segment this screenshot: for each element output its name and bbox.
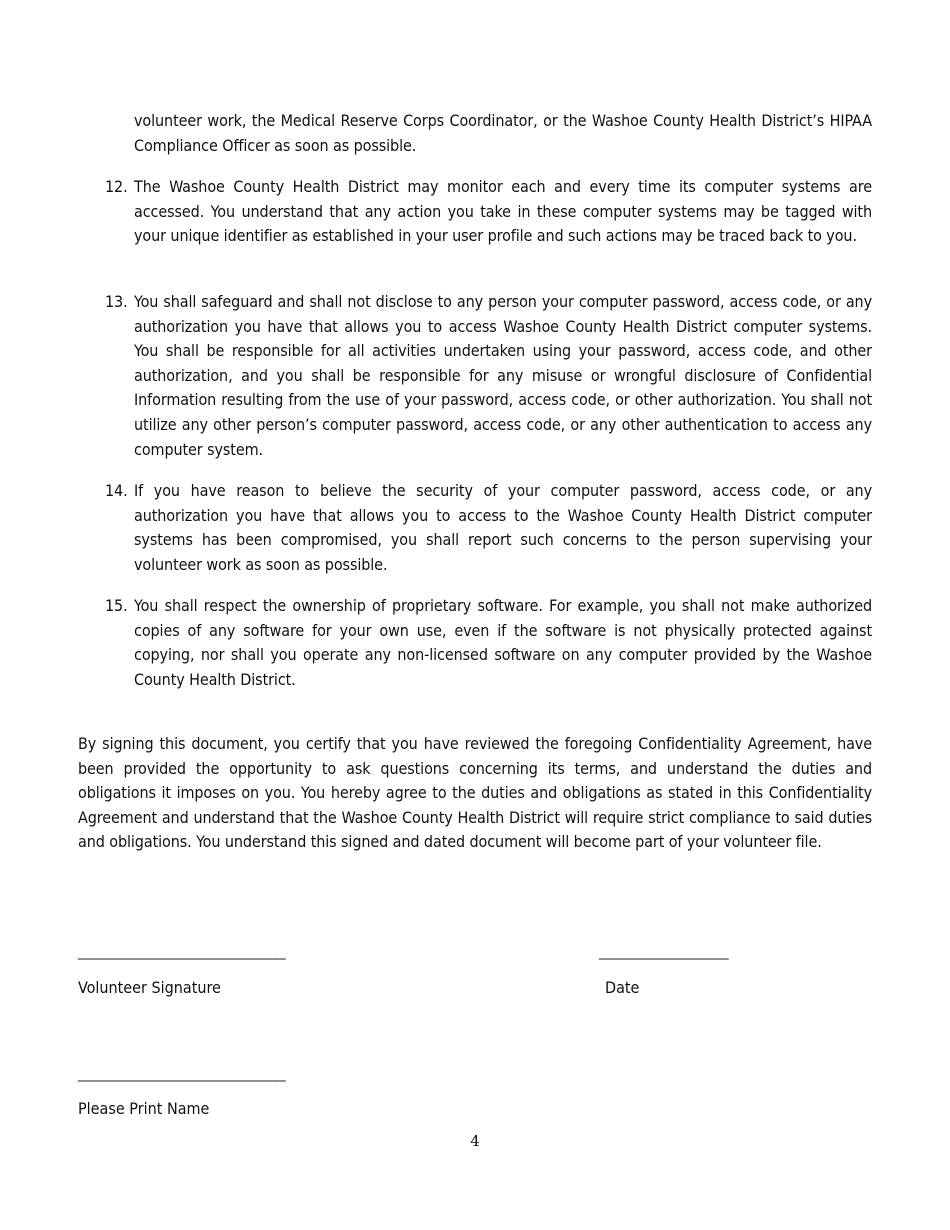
list-item-13 — [105, 290, 872, 462]
list-item-number: 12. — [105, 177, 128, 196]
date-line: ____________________ — [599, 944, 729, 960]
page-number: 4 — [470, 1132, 480, 1150]
list-item-12 — [105, 175, 872, 249]
list-item-text: You shall respect the ownership of proprietary software. For example, you shall not make authorized copies of any software for your own use, even if the software is not physically protected against copying, nor shall you operate any non-licensed software on any computer provided by the Washoe County Health District. — [134, 596, 872, 689]
list-item-14 — [105, 479, 872, 577]
list-item-number: 13. — [105, 292, 128, 311]
print-name-line: ________________________________ — [78, 1066, 286, 1082]
date-label: Date — [605, 978, 640, 997]
certification-paragraph: By signing this document, you certify that you have reviewed the foregoing Confidentiality Agreement, have been provided the opportunity to ask questions concerning its terms, and understand the duties and obligations it imposes on you. You hereby agree to the duties and obligations as stated in this Confidentiality Agreement and understand that the Washoe County Health District will require strict compliance to said duties and obligations. You understand this signed and dated document will become part of your volunteer file. — [78, 734, 872, 852]
list-item-text: If you have reason to believe the security of your computer password, access code, or any authorization you have that allows you to access to the Washoe County Health District computer systems has been compromised, you shall report such concerns to the person supervising your volunteer work as soon as possible. — [134, 481, 872, 574]
list-item-number: 15. — [105, 596, 128, 615]
signature-line: ________________________________ — [78, 944, 286, 960]
signature-label: Volunteer Signature — [78, 978, 221, 997]
list-item-15 — [105, 594, 872, 692]
list-item-text: The Washoe County Health District may monitor each and every time its computer systems are accessed. You understand that any action you take in these computer systems may be tagged with your unique identifier as established in your user profile and such actions may be traced back to you. — [134, 177, 872, 246]
continuation-paragraph: volunteer work, the Medical Reserve Corps Coordinator, or the Washoe County Health District’s HIPAA Compliance Officer as soon as possible. — [134, 111, 872, 155]
list-item-text: You shall safeguard and shall not disclose to any person your computer password, access code, or any authorization you have that allows you to access Washoe County Health District computer systems. You shall be responsible for all activities undertaken using your password, access code, and other authorization, and you shall be responsible for any misuse or wrongful disclosure of Confidential Information resulting from the use of your password, access code, or other authorization. You shall not utilize any other person’s computer password, access code, or any other authentication to access any computer system. — [134, 292, 872, 459]
print-name-label: Please Print Name — [78, 1099, 210, 1118]
list-item-number: 14. — [105, 481, 128, 500]
